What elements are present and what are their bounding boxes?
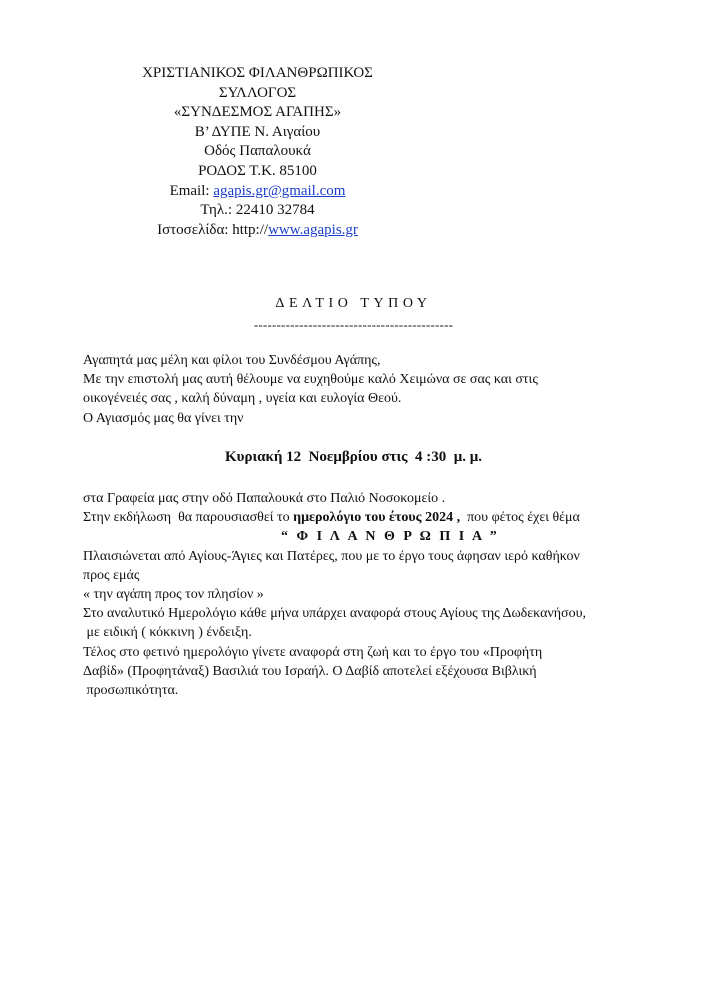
email-link[interactable]: agapis.gr@gmail.com: [213, 182, 346, 199]
organization-name: ΧΡΙΣΤΙΑΝΙΚΟΣ ΦΙΛΑΝΘΡΩΠΙΚΟΣ: [142, 65, 373, 81]
calendar-theme: “ Φ Ι Λ Α Ν Θ Ρ Ω Π Ι Α ”: [281, 529, 500, 545]
calendar-text-pre: Στην εκδήλωση θα παρουσιασθεί το: [83, 510, 294, 526]
street-address: Οδός Παπαλουκά: [204, 143, 311, 160]
health-region: Β’ ΔΥΠΕ Ν. Αιγαίου: [194, 123, 321, 140]
wishes-line: Με την επιστολή μας αυτή θέλουμε να ευχηθούμε καλό Χειμώνα σε σας και στις: [83, 372, 538, 388]
website-link[interactable]: www.agapis.gr: [268, 221, 358, 238]
calendar-text-post: που φέτος έχει θέμα: [460, 510, 580, 526]
website-label: Ιστοσελίδα: http://: [157, 221, 269, 238]
blessing-announcement: Ο Αγιασμός μας θα γίνει την: [83, 410, 244, 426]
prophet-line-cont: Δαβίδ» (Προφητάναξ) Βασιλιά του Ισραήλ. Ο Δαβίδ αποτελεί εξέχουσα Βιβλική: [83, 663, 537, 679]
event-date: Κυριακή 12 Νοεμβρίου στις 4 :30 μ. μ.: [224, 449, 482, 465]
prophet-line: Τέλος στο φετινό ημερολόγιο γίνετε αναφορά στη ζωή και το έργο του «Προφήτη: [83, 644, 543, 660]
organization-header: [100, 64, 415, 240]
email-label: Email:: [169, 182, 214, 199]
document-title: ΔΕΛΤΙΟ ΤΥΠΟΥ: [275, 296, 432, 311]
dodecanese-saints-line: Στο αναλυτικό Ημερολόγιο κάθε μήνα υπάρχει αναφορά στους Αγίους της Δωδεκανήσου,: [83, 606, 587, 622]
saints-line: Πλαισιώνεται από Αγίους-Άγιες και Πατέρες, που με το έργο τους άφησαν ιερό καθήκον: [83, 548, 580, 564]
love-quote: « την αγάπη προς τον πλησίον »: [83, 587, 264, 603]
calendar-year: ημερολόγιο του έτους 2024 ,: [293, 510, 461, 526]
greeting-line: Αγαπητά μας μέλη και φίλοι του Συνδέσμου Αγάπης,: [83, 353, 381, 368]
wishes-line-cont: οικογένειές σας , καλή δύναμη , υγεία και ευλογία Θεού.: [83, 391, 402, 407]
title-separator: --------------------------------------------: [253, 317, 454, 332]
saints-line-cont: προς εμάς: [83, 567, 140, 583]
prophet-line-end: προσωπικότητα.: [83, 683, 179, 699]
calendar-presentation-line: [83, 508, 586, 527]
intro-paragraph: [83, 351, 538, 428]
phone-line: Τηλ.: 22410 32784: [200, 202, 315, 219]
website-line: [100, 221, 415, 241]
city-postcode: ΡΟΔΟΣ Τ.Κ. 85100: [198, 162, 317, 179]
red-indication-line: με ειδική ( κόκκινη ) ένδειξη.: [83, 625, 252, 641]
body-paragraph: [83, 489, 586, 700]
organization-title: «ΣΥΝΔΕΣΜΟΣ ΑΓΑΠΗΣ»: [173, 104, 342, 121]
email-line: [100, 182, 415, 202]
organization-type: ΣΥΛΛΟΓΟΣ: [218, 84, 297, 101]
location-line: στα Γραφεία μας στην οδό Παπαλουκά στο Παλιό Νοσοκομείο .: [83, 491, 446, 506]
